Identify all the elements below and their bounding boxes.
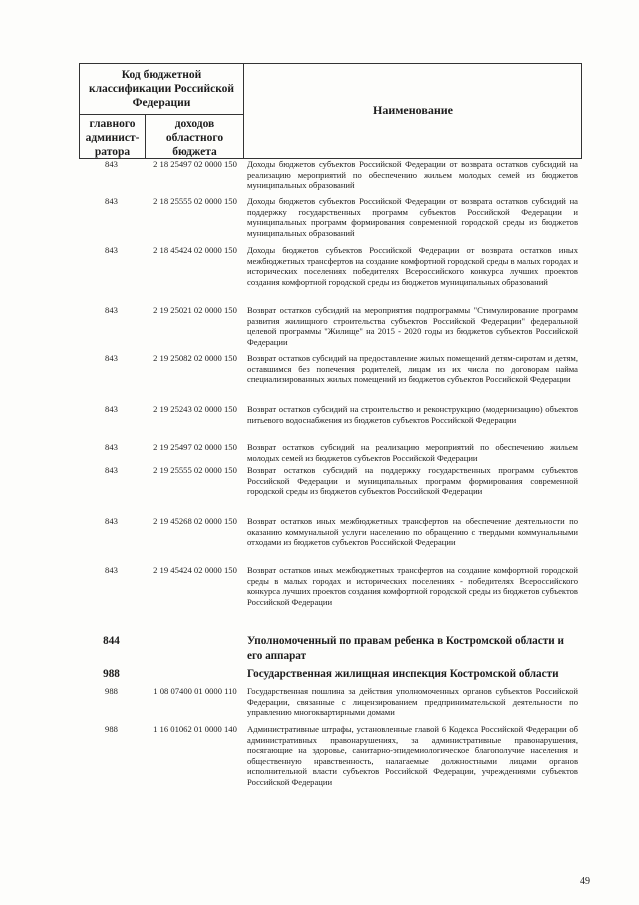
- admin-code: 988: [103, 668, 120, 680]
- header-kbk: Код бюджетной классификации Российской Федерации: [88, 69, 235, 109]
- admin-code: 843: [105, 442, 118, 452]
- header-name: Наименование: [373, 103, 453, 117]
- admin-code: 843: [105, 516, 118, 526]
- income-code: 1 08 07400 01 0000 110: [153, 686, 237, 696]
- admin-code: 844: [103, 635, 120, 647]
- org-name: Государственная жилищная инспекция Костромской области: [247, 668, 559, 680]
- income-description: Возврат остатков субсидий на реализацию мероприятий по обеспечению жильем молодых семей из бюджетов субъектов Российской Федерации: [247, 442, 578, 463]
- income-code: 2 19 25555 02 0000 150: [153, 465, 237, 475]
- admin-code: 843: [105, 404, 118, 414]
- income-code: 2 18 45424 02 0000 150: [153, 245, 237, 255]
- header-divider: [80, 114, 243, 115]
- admin-code: 843: [105, 196, 118, 206]
- income-description: Возврат остатков субсидий на строительство и реконструкцию (модернизацию) объектов питьевого водоснабжения из бюджетов субъектов Российской Федерации: [247, 404, 578, 425]
- org-name: Уполномоченный по правам ребенка в Костромской области и его аппарат: [247, 635, 564, 662]
- admin-code: 843: [105, 245, 118, 255]
- admin-code: 843: [105, 305, 118, 315]
- income-code: 2 19 45424 02 0000 150: [153, 565, 237, 575]
- admin-code: 988: [105, 724, 118, 734]
- income-description: Возврат остатков субсидий на мероприятия подпрограммы "Стимулирование программ развития жилищного строительства субъектов Российской Федерации" федеральной целевой программы "Жилище" на 2015 - 2020 годы из бюджетов субъектов Российской Федерации: [247, 305, 578, 347]
- admin-code: 843: [105, 159, 118, 169]
- income-code: 2 18 25555 02 0000 150: [153, 196, 237, 206]
- income-description: Возврат остатков субсидий на поддержку государственных программ субъектов Российской Федерации и муниципальных программ формирования современной городской среды из бюджетов субъектов Российской Федерации: [247, 465, 578, 497]
- income-description: Возврат остатков иных межбюджетных трансфертов на создание комфортной городской среды в малых городах и исторических поселениях - победителях Всероссийского конкурса лучших проектов создания комфортной городской среды из бюджетов субъектов Российской Федерации: [247, 565, 578, 607]
- header-income: доходов областного бюджета: [165, 118, 224, 158]
- header-admin: главного админист-ратора: [85, 118, 140, 158]
- page-number: 49: [580, 876, 590, 887]
- income-code: 2 19 25082 02 0000 150: [153, 353, 237, 363]
- income-code: 2 19 25497 02 0000 150: [153, 442, 237, 452]
- income-code: 2 19 25021 02 0000 150: [153, 305, 237, 315]
- admin-code: 988: [105, 686, 118, 696]
- income-code: 2 19 25243 02 0000 150: [153, 404, 237, 414]
- admin-code: 843: [105, 565, 118, 575]
- income-code: 2 19 45268 02 0000 150: [153, 516, 237, 526]
- income-description: Государственная пошлина за действия уполномоченных органов субъектов Российской Федерации, связанные с лицензированием предпринимательской деятельности по управлению многоквартирными домами: [247, 686, 578, 718]
- income-description: Возврат остатков субсидий на предоставление жилых помещений детям-сиротам и детям, оставшимся без попечения родителей, лицам из их числа по договорам найма специализированных жилых помещений из бюджетов субъектов Российской Федерации: [247, 353, 578, 385]
- admin-code: 843: [105, 353, 118, 363]
- table-header: [79, 63, 582, 159]
- income-description: Административные штрафы, установленные главой 6 Кодекса Российской Федерации об административных правонарушениях, за административные правонарушения, посягающие на здоровье, санитарно-эпидемиологическое благополучие населения и общественную нравственность, налагаемые должностными лицами органов исполнительной власти субъектов Российской Федерации, учреждениями субъектов Российской Федерации: [247, 724, 578, 787]
- income-code: 2 18 25497 02 0000 150: [153, 159, 237, 169]
- income-description: Возврат остатков иных межбюджетных трансфертов на обеспечение деятельности по оказанию коммунальной услуги населению по обращению с твердыми коммунальными отходами из бюджетов субъектов Российской Федерации: [247, 516, 578, 548]
- income-description: Доходы бюджетов субъектов Российской Федерации от возврата остатков субсидий на поддержку государственных программ субъектов Российской Федерации и муниципальных программ формирования современной городской среды из бюджетов муниципальных образований: [247, 196, 578, 238]
- income-description: Доходы бюджетов субъектов Российской Федерации от возврата остатков субсидий на реализацию мероприятий по обеспечению жильем молодых семей из бюджетов муниципальных образований: [247, 159, 578, 191]
- income-code: 1 16 01062 01 0000 140: [153, 724, 237, 734]
- income-description: Доходы бюджетов субъектов Российской Федерации от возврата остатков иных межбюджетных трансфертов на создание комфортной городской среды в малых городах и исторических поселениях победителях Всероссийского конкурса лучших проектов создания комфортной городской среды из бюджетов муниципальных образований: [247, 245, 578, 287]
- admin-code: 843: [105, 465, 118, 475]
